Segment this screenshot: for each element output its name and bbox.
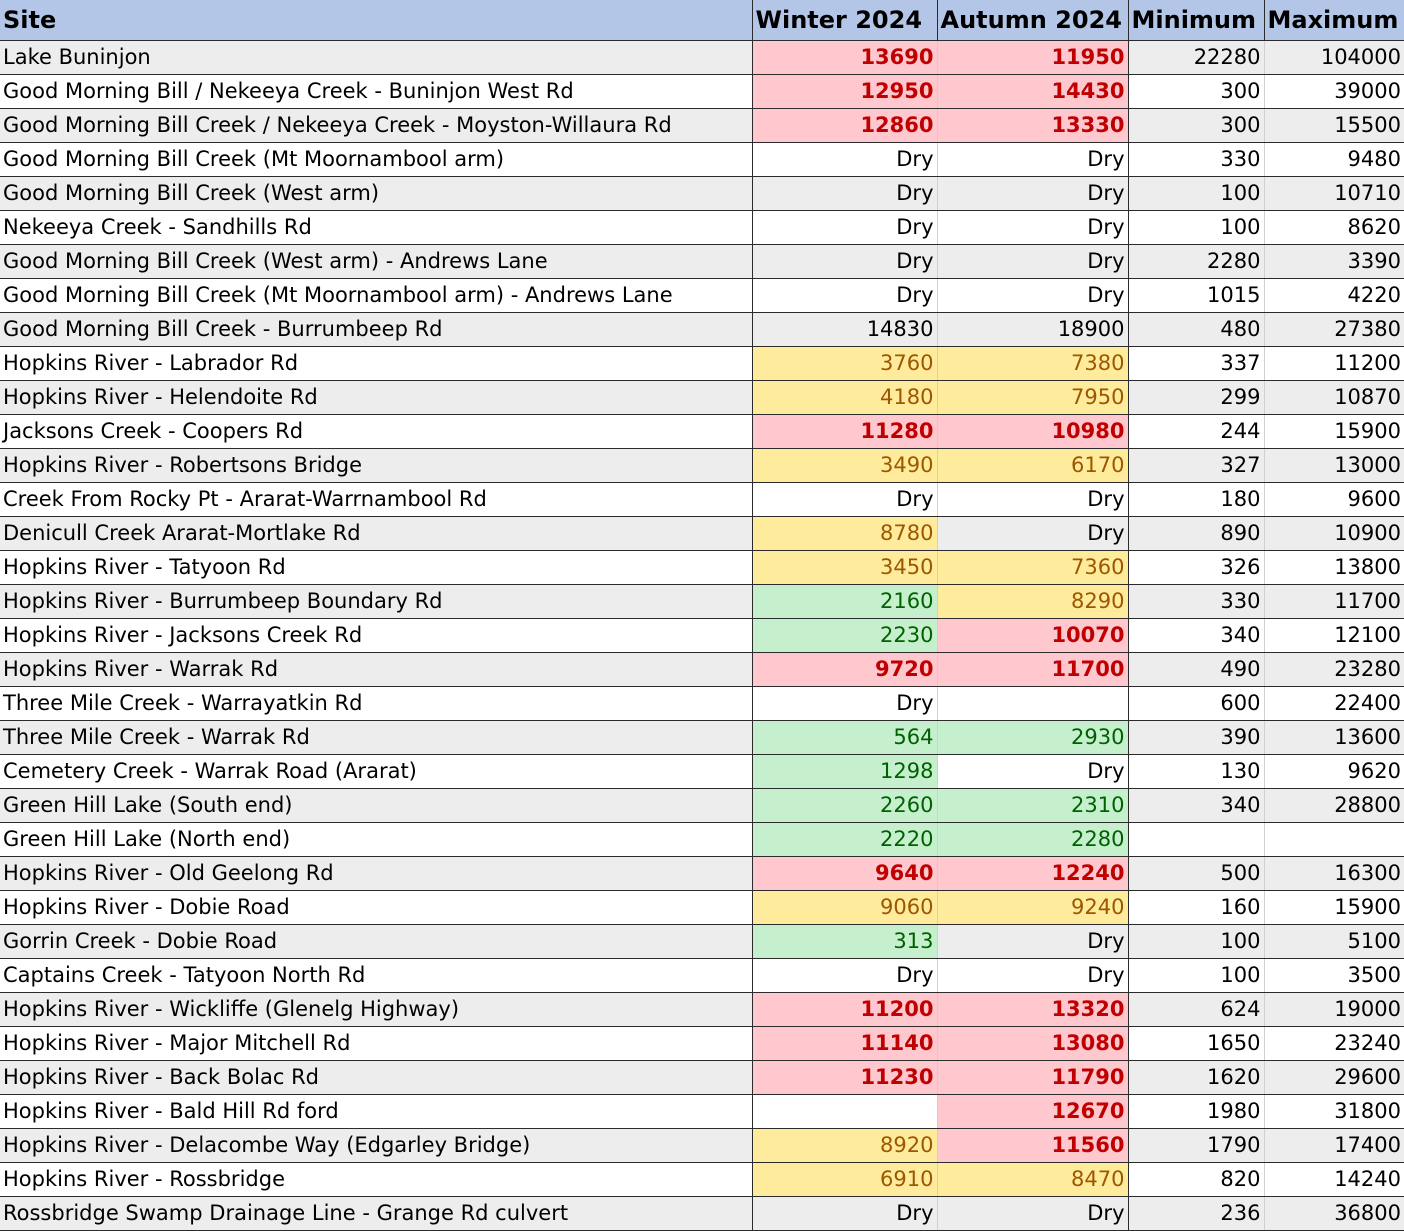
table-row (0, 619, 1404, 653)
cell-maximum[interactable]: 8620 (1264, 211, 1404, 245)
cell-maximum[interactable]: 9620 (1264, 755, 1404, 789)
cell-site[interactable]: Hopkins River - Warrak Rd (0, 653, 752, 687)
table-row (0, 1061, 1404, 1095)
cell-minimum[interactable]: 300 (1128, 75, 1264, 109)
table-row (0, 1163, 1404, 1197)
header-minimum[interactable]: Minimum (1128, 0, 1264, 41)
cell-site[interactable]: Hopkins River - Old Geelong Rd (0, 857, 752, 891)
cell-maximum[interactable]: 17400 (1264, 1129, 1404, 1163)
cell-minimum[interactable]: 244 (1128, 415, 1264, 449)
cell-site[interactable]: Hopkins River - Robertsons Bridge (0, 449, 752, 483)
cell-site[interactable]: Green Hill Lake (North end) (0, 823, 752, 857)
cell-maximum[interactable] (1264, 823, 1404, 857)
cell-minimum[interactable]: 480 (1128, 313, 1264, 347)
cell-site[interactable]: Captains Creek - Tatyoon North Rd (0, 959, 752, 993)
cell-autumn[interactable]: 2280 (937, 823, 1128, 857)
cell-site[interactable]: Three Mile Creek - Warrak Rd (0, 721, 752, 755)
cell-autumn[interactable]: 7950 (937, 381, 1128, 415)
cell-winter[interactable]: 313 (752, 925, 937, 959)
cell-autumn[interactable]: Dry (937, 279, 1128, 313)
cell-autumn[interactable]: 11700 (937, 653, 1128, 687)
cell-autumn[interactable]: 11790 (937, 1061, 1128, 1095)
cell-site[interactable]: Good Morning Bill Creek (Mt Moornambool arm) - Andrews Lane (0, 279, 752, 313)
cell-minimum[interactable]: 1980 (1128, 1095, 1264, 1129)
table-row (0, 381, 1404, 415)
cell-site[interactable]: Hopkins River - Delacombe Way (Edgarley Bridge) (0, 1129, 752, 1163)
cell-autumn[interactable]: 13320 (937, 993, 1128, 1027)
table-row (0, 517, 1404, 551)
table-row (0, 823, 1404, 857)
cell-minimum[interactable]: 340 (1128, 789, 1264, 823)
cell-autumn[interactable]: 11950 (937, 41, 1128, 75)
cell-winter[interactable]: 3760 (752, 347, 937, 381)
header-maximum[interactable]: Maximum (1264, 0, 1404, 41)
cell-autumn[interactable]: Dry (937, 245, 1128, 279)
cell-autumn[interactable]: 7360 (937, 551, 1128, 585)
cell-winter[interactable]: 2160 (752, 585, 937, 619)
cell-minimum[interactable]: 390 (1128, 721, 1264, 755)
cell-maximum[interactable]: 27380 (1264, 313, 1404, 347)
table-row (0, 313, 1404, 347)
cell-autumn[interactable]: Dry (937, 143, 1128, 177)
cell-maximum[interactable]: 16300 (1264, 857, 1404, 891)
cell-site[interactable]: Hopkins River - Major Mitchell Rd (0, 1027, 752, 1061)
cell-minimum[interactable]: 1790 (1128, 1129, 1264, 1163)
cell-site[interactable]: Good Morning Bill Creek (West arm) - Andrews Lane (0, 245, 752, 279)
cell-autumn[interactable]: 10980 (937, 415, 1128, 449)
cell-winter[interactable]: 2260 (752, 789, 937, 823)
cell-maximum[interactable]: 12100 (1264, 619, 1404, 653)
cell-minimum[interactable]: 236 (1128, 1197, 1264, 1231)
cell-winter[interactable]: Dry (752, 1197, 937, 1231)
cell-winter[interactable] (752, 1095, 937, 1129)
cell-site[interactable]: Denicull Creek Ararat-Mortlake Rd (0, 517, 752, 551)
cell-winter[interactable]: Dry (752, 143, 937, 177)
table-row (0, 177, 1404, 211)
cell-autumn[interactable]: 9240 (937, 891, 1128, 925)
header-site[interactable]: Site (0, 0, 752, 41)
cell-autumn[interactable]: Dry (937, 211, 1128, 245)
cell-maximum[interactable]: 4220 (1264, 279, 1404, 313)
cell-minimum[interactable]: 624 (1128, 993, 1264, 1027)
cell-maximum[interactable]: 23240 (1264, 1027, 1404, 1061)
cell-maximum[interactable]: 10710 (1264, 177, 1404, 211)
cell-maximum[interactable]: 10900 (1264, 517, 1404, 551)
cell-winter[interactable]: 2230 (752, 619, 937, 653)
cell-minimum[interactable]: 890 (1128, 517, 1264, 551)
cell-site[interactable]: Hopkins River - Bald Hill Rd ford (0, 1095, 752, 1129)
cell-winter[interactable]: 564 (752, 721, 937, 755)
cell-maximum[interactable]: 14240 (1264, 1163, 1404, 1197)
table-row (0, 721, 1404, 755)
cell-minimum[interactable]: 500 (1128, 857, 1264, 891)
cell-maximum[interactable]: 5100 (1264, 925, 1404, 959)
table-row (0, 449, 1404, 483)
cell-maximum[interactable]: 36800 (1264, 1197, 1404, 1231)
table-row (0, 789, 1404, 823)
cell-maximum[interactable]: 10870 (1264, 381, 1404, 415)
table-row (0, 891, 1404, 925)
table-row (0, 245, 1404, 279)
cell-site[interactable]: Creek From Rocky Pt - Ararat-Warrnambool Rd (0, 483, 752, 517)
cell-autumn[interactable] (937, 687, 1128, 721)
cell-autumn[interactable]: 7380 (937, 347, 1128, 381)
table-row (0, 857, 1404, 891)
table-row (0, 653, 1404, 687)
cell-autumn[interactable]: 2930 (937, 721, 1128, 755)
cell-autumn[interactable]: Dry (937, 925, 1128, 959)
header-autumn[interactable]: Autumn 2024 (937, 0, 1128, 41)
table-row (0, 211, 1404, 245)
cell-maximum[interactable]: 31800 (1264, 1095, 1404, 1129)
table-row (0, 483, 1404, 517)
cell-maximum[interactable]: 15500 (1264, 109, 1404, 143)
cell-minimum[interactable]: 490 (1128, 653, 1264, 687)
cell-minimum[interactable]: 300 (1128, 109, 1264, 143)
table-row (0, 1197, 1404, 1231)
cell-minimum[interactable]: 130 (1128, 755, 1264, 789)
cell-winter[interactable]: 9640 (752, 857, 937, 891)
cell-site[interactable]: Green Hill Lake (South end) (0, 789, 752, 823)
cell-maximum[interactable]: 11200 (1264, 347, 1404, 381)
cell-minimum[interactable]: 340 (1128, 619, 1264, 653)
table-row (0, 551, 1404, 585)
cell-minimum[interactable]: 600 (1128, 687, 1264, 721)
cell-winter[interactable]: 6910 (752, 1163, 937, 1197)
cell-minimum[interactable]: 1015 (1128, 279, 1264, 313)
cell-minimum[interactable]: 299 (1128, 381, 1264, 415)
cell-winter[interactable]: 4180 (752, 381, 937, 415)
cell-winter[interactable]: 12950 (752, 75, 937, 109)
cell-autumn[interactable]: 6170 (937, 449, 1128, 483)
cell-site[interactable]: Hopkins River - Back Bolac Rd (0, 1061, 752, 1095)
cell-autumn[interactable]: Dry (937, 959, 1128, 993)
table-row (0, 1027, 1404, 1061)
cell-autumn[interactable]: Dry (937, 177, 1128, 211)
cell-winter[interactable]: 11200 (752, 993, 937, 1027)
cell-autumn[interactable]: Dry (937, 1197, 1128, 1231)
table-row (0, 687, 1404, 721)
cell-autumn[interactable]: 11560 (937, 1129, 1128, 1163)
cell-site[interactable]: Hopkins River - Rossbridge (0, 1163, 752, 1197)
cell-site[interactable]: Hopkins River - Helendoite Rd (0, 381, 752, 415)
cell-site[interactable]: Good Morning Bill Creek (West arm) (0, 177, 752, 211)
cell-minimum[interactable]: 330 (1128, 143, 1264, 177)
cell-site[interactable]: Hopkins River - Tatyoon Rd (0, 551, 752, 585)
cell-winter[interactable]: Dry (752, 245, 937, 279)
cell-maximum[interactable]: 29600 (1264, 1061, 1404, 1095)
cell-maximum[interactable]: 23280 (1264, 653, 1404, 687)
cell-winter[interactable]: 11230 (752, 1061, 937, 1095)
cell-maximum[interactable]: 19000 (1264, 993, 1404, 1027)
cell-winter[interactable]: 9060 (752, 891, 937, 925)
table-row (0, 41, 1404, 75)
cell-site[interactable]: Good Morning Bill Creek / Nekeeya Creek - Moyston-Willaura Rd (0, 109, 752, 143)
cell-winter[interactable]: 3450 (752, 551, 937, 585)
cell-minimum[interactable]: 100 (1128, 959, 1264, 993)
cell-minimum[interactable]: 100 (1128, 211, 1264, 245)
table-row (0, 585, 1404, 619)
cell-site[interactable]: Hopkins River - Wickliffe (Glenelg Highway) (0, 993, 752, 1027)
cell-site[interactable]: Good Morning Bill Creek (Mt Moornambool arm) (0, 143, 752, 177)
cell-minimum[interactable]: 100 (1128, 177, 1264, 211)
cell-autumn[interactable]: 8470 (937, 1163, 1128, 1197)
table-row (0, 347, 1404, 381)
cell-winter[interactable]: Dry (752, 279, 937, 313)
cell-site[interactable]: Jacksons Creek - Coopers Rd (0, 415, 752, 449)
cell-minimum[interactable]: 1650 (1128, 1027, 1264, 1061)
cell-minimum[interactable]: 160 (1128, 891, 1264, 925)
cell-minimum[interactable]: 327 (1128, 449, 1264, 483)
cell-minimum[interactable]: 100 (1128, 925, 1264, 959)
cell-winter[interactable]: 8780 (752, 517, 937, 551)
cell-site[interactable]: Cemetery Creek - Warrak Road (Ararat) (0, 755, 752, 789)
cell-autumn[interactable]: Dry (937, 517, 1128, 551)
cell-winter[interactable]: 9720 (752, 653, 937, 687)
table-body (0, 41, 1404, 1231)
cell-winter[interactable]: Dry (752, 483, 937, 517)
cell-site[interactable]: Hopkins River - Jacksons Creek Rd (0, 619, 752, 653)
cell-maximum[interactable]: 3500 (1264, 959, 1404, 993)
cell-winter[interactable]: Dry (752, 211, 937, 245)
cell-autumn[interactable]: 12670 (937, 1095, 1128, 1129)
cell-winter[interactable]: Dry (752, 959, 937, 993)
cell-winter[interactable]: 12860 (752, 109, 937, 143)
cell-site[interactable]: Three Mile Creek - Warrayatkin Rd (0, 687, 752, 721)
cell-winter[interactable]: Dry (752, 177, 937, 211)
cell-maximum[interactable]: 104000 (1264, 41, 1404, 75)
cell-minimum[interactable]: 2280 (1128, 245, 1264, 279)
cell-autumn[interactable]: 14430 (937, 75, 1128, 109)
cell-autumn[interactable]: 10070 (937, 619, 1128, 653)
cell-maximum[interactable]: 13600 (1264, 721, 1404, 755)
cell-winter[interactable]: 2220 (752, 823, 937, 857)
cell-site[interactable]: Hopkins River - Labrador Rd (0, 347, 752, 381)
cell-minimum[interactable]: 820 (1128, 1163, 1264, 1197)
cell-site[interactable]: Good Morning Bill Creek - Burrumbeep Rd (0, 313, 752, 347)
cell-site[interactable]: Rossbridge Swamp Drainage Line - Grange Rd culvert (0, 1197, 752, 1231)
table-row (0, 993, 1404, 1027)
cell-minimum[interactable]: 337 (1128, 347, 1264, 381)
cell-minimum[interactable] (1128, 823, 1264, 857)
table-row (0, 143, 1404, 177)
table-row (0, 755, 1404, 789)
cell-autumn[interactable]: 18900 (937, 313, 1128, 347)
table-row (0, 1095, 1404, 1129)
table-row (0, 75, 1404, 109)
table-row (0, 925, 1404, 959)
cell-autumn[interactable]: Dry (937, 755, 1128, 789)
cell-site[interactable]: Gorrin Creek - Dobie Road (0, 925, 752, 959)
cell-maximum[interactable]: 28800 (1264, 789, 1404, 823)
cell-minimum[interactable]: 22280 (1128, 41, 1264, 75)
table-row (0, 959, 1404, 993)
cell-maximum[interactable]: 15900 (1264, 415, 1404, 449)
cell-autumn[interactable]: 13080 (937, 1027, 1128, 1061)
cell-maximum[interactable]: 9480 (1264, 143, 1404, 177)
cell-winter[interactable]: 8920 (752, 1129, 937, 1163)
cell-site[interactable]: Good Morning Bill / Nekeeya Creek - Buninjon West Rd (0, 75, 752, 109)
cell-autumn[interactable]: 13330 (937, 109, 1128, 143)
cell-site[interactable]: Nekeeya Creek - Sandhills Rd (0, 211, 752, 245)
header-row (0, 0, 1404, 41)
table-row (0, 279, 1404, 313)
cell-maximum[interactable]: 3390 (1264, 245, 1404, 279)
cell-autumn[interactable]: 12240 (937, 857, 1128, 891)
cell-winter[interactable]: Dry (752, 687, 937, 721)
cell-winter[interactable]: 1298 (752, 755, 937, 789)
cell-winter[interactable]: 14830 (752, 313, 937, 347)
cell-maximum[interactable]: 11700 (1264, 585, 1404, 619)
cell-minimum[interactable]: 330 (1128, 585, 1264, 619)
cell-minimum[interactable]: 326 (1128, 551, 1264, 585)
table-row (0, 109, 1404, 143)
cell-maximum[interactable]: 9600 (1264, 483, 1404, 517)
cell-winter[interactable]: 11280 (752, 415, 937, 449)
cell-site[interactable]: Hopkins River - Dobie Road (0, 891, 752, 925)
cell-maximum[interactable]: 22400 (1264, 687, 1404, 721)
header-winter[interactable]: Winter 2024 (752, 0, 937, 41)
cell-maximum[interactable]: 13800 (1264, 551, 1404, 585)
cell-site[interactable]: Lake Buninjon (0, 41, 752, 75)
cell-maximum[interactable]: 13000 (1264, 449, 1404, 483)
cell-winter[interactable]: 3490 (752, 449, 937, 483)
cell-autumn[interactable]: Dry (937, 483, 1128, 517)
cell-winter[interactable]: 11140 (752, 1027, 937, 1061)
cell-maximum[interactable]: 15900 (1264, 891, 1404, 925)
table-row (0, 415, 1404, 449)
cell-autumn[interactable]: 8290 (937, 585, 1128, 619)
cell-autumn[interactable]: 2310 (937, 789, 1128, 823)
cell-maximum[interactable]: 39000 (1264, 75, 1404, 109)
cell-minimum[interactable]: 1620 (1128, 1061, 1264, 1095)
table-row (0, 1129, 1404, 1163)
cell-site[interactable]: Hopkins River - Burrumbeep Boundary Rd (0, 585, 752, 619)
cell-minimum[interactable]: 180 (1128, 483, 1264, 517)
cell-winter[interactable]: 13690 (752, 41, 937, 75)
